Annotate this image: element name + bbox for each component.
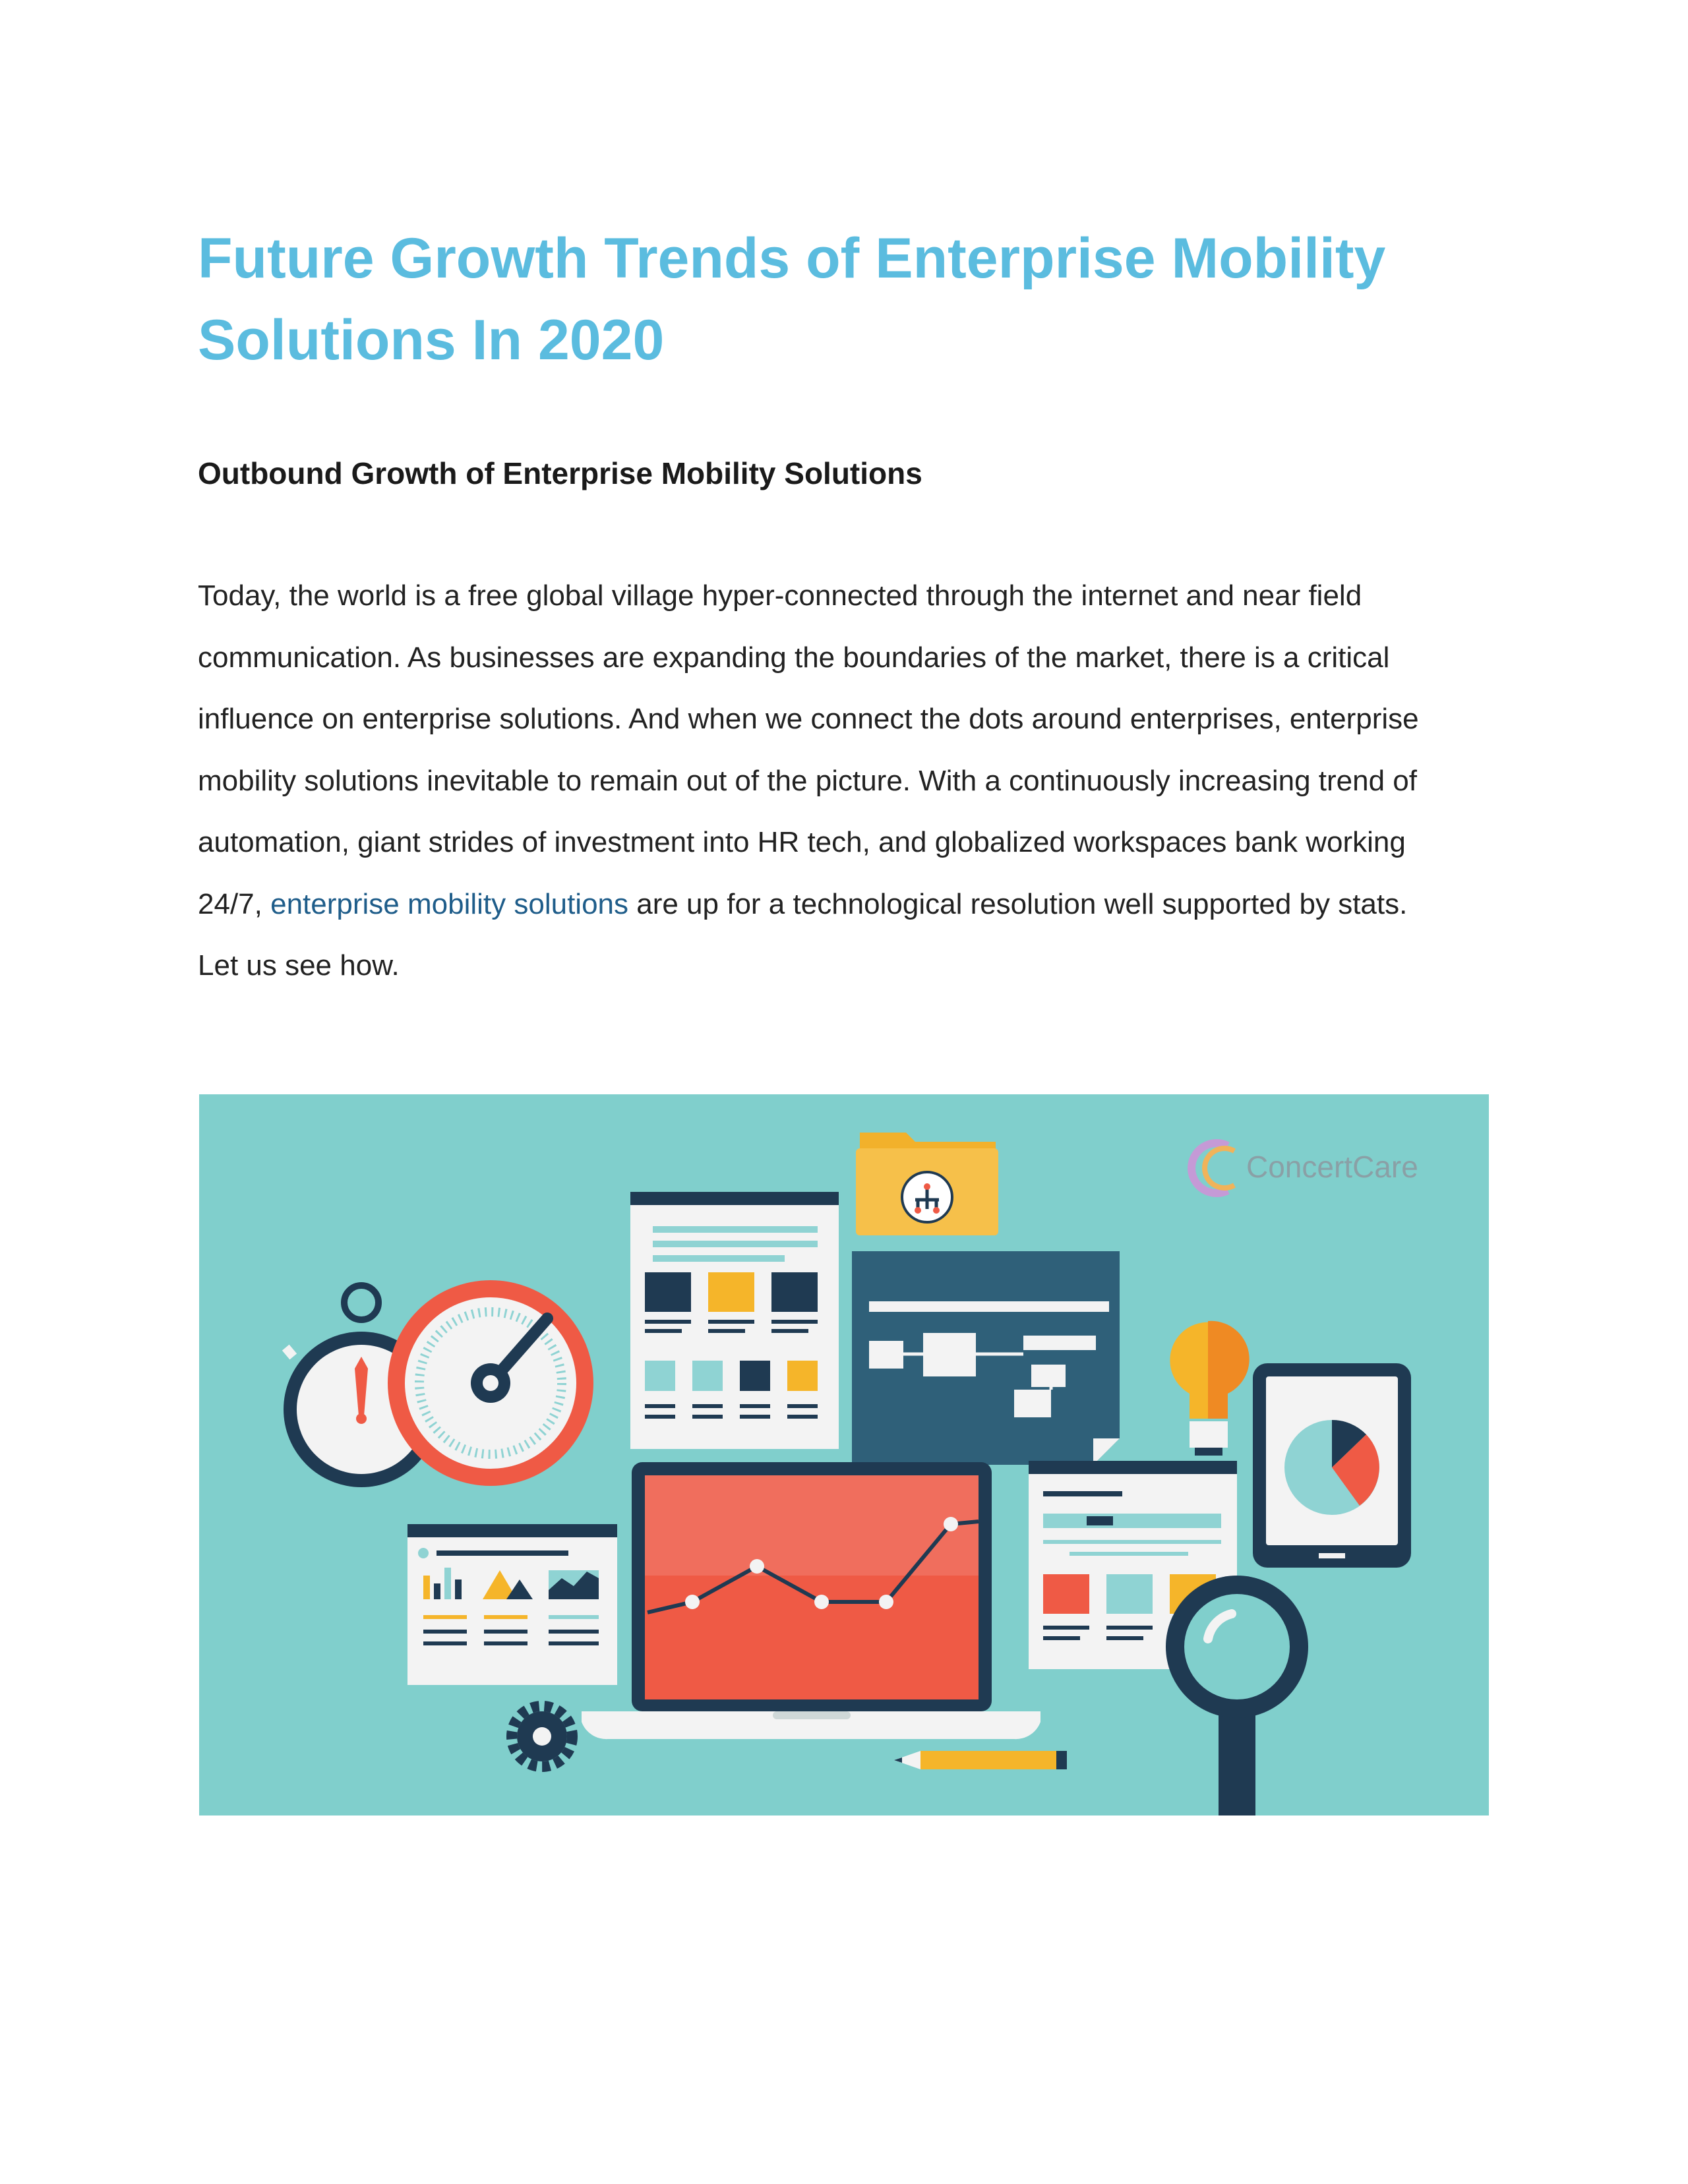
illustration-artwork <box>199 1094 1489 1815</box>
speedometer-icon <box>388 1280 593 1486</box>
folder-icon <box>856 1133 998 1235</box>
paragraph-line: communication. As businesses are expanding the boundaries of the market, there is a critical <box>198 641 1390 674</box>
paragraph-line: automation, giant strides of investment into HR tech, and globalized workspaces bank working <box>198 826 1406 858</box>
intro-paragraph <box>198 565 1490 997</box>
paragraph-line: Let us see how. <box>198 949 400 982</box>
tablet-pie-chart-icon <box>1253 1363 1411 1568</box>
title-line-2: Solutions In 2020 <box>198 309 665 372</box>
section-heading: Outbound Growth of Enterprise Mobility Solutions <box>198 456 922 490</box>
magnifying-glass-icon <box>1166 1576 1308 1815</box>
paragraph-line: mobility solutions inevitable to remain out of the picture. With a continuously increasing trend of <box>198 764 1417 797</box>
title-line-1: Future Growth Trends of Enterprise Mobility <box>198 227 1386 290</box>
paragraph-line: influence on enterprise solutions. And when we connect the dots around enterprises, enterprise <box>198 703 1419 735</box>
paragraph-line: Today, the world is a free global village hyper-connected through the internet and near field <box>198 579 1362 612</box>
enterprise-mobility-solutions-link[interactable]: enterprise mobility solutions <box>270 887 629 920</box>
pencil-icon <box>894 1751 1067 1769</box>
flowchart-board-icon <box>852 1251 1120 1465</box>
analytics-card-icon <box>407 1524 617 1685</box>
page-title <box>198 218 1517 381</box>
paragraph-line-with-link <box>198 873 1490 935</box>
dashboard-document-icon <box>630 1192 839 1449</box>
paragraph-text: are up for a technological resolution well supported by stats. <box>628 887 1408 920</box>
lightbulb-icon <box>1170 1321 1249 1456</box>
logo-wordmark: ConcertCare <box>1246 1150 1418 1184</box>
gear-icon <box>512 1706 572 1767</box>
laptop-line-chart-icon <box>582 1462 1040 1739</box>
enterprise-mobility-illustration <box>199 1094 1489 1815</box>
paragraph-text: 24/7, <box>198 887 271 920</box>
concertcare-logo <box>1191 1143 1418 1193</box>
